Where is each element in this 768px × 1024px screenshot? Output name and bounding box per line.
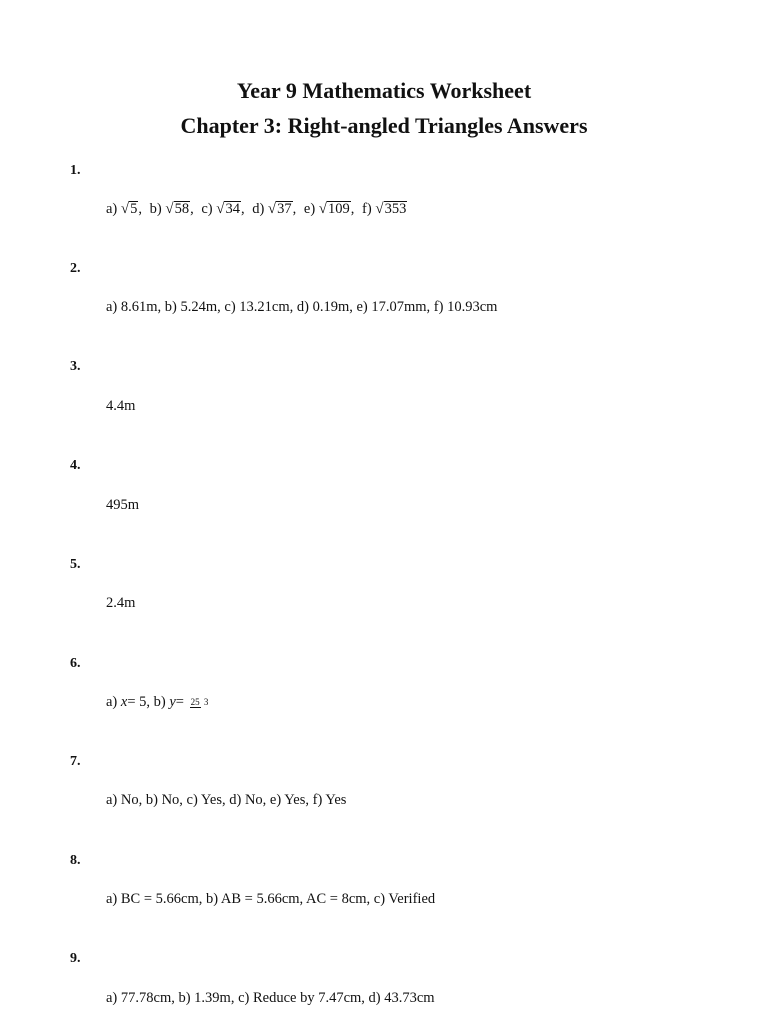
answer-1a-radicand: 5 [130, 201, 138, 217]
answer-1d-radicand: 37 [277, 201, 292, 217]
answer-1c-radicand: 34 [225, 201, 240, 217]
question-number-9: 9. [70, 951, 81, 966]
answer-7: a) No, b) No, c) Yes, d) No, e) Yes, f) Yes [106, 792, 347, 808]
question-number-2: 2. [70, 261, 81, 276]
worksheet-subtitle: Chapter 3: Right-angled Triangles Answers [180, 113, 588, 138]
fraction-denominator: 3 [203, 696, 209, 707]
variable-y: y [169, 694, 176, 710]
question-number-4: 4. [70, 458, 81, 473]
sqrt-expression: √37 [267, 201, 292, 217]
answer-4: 495m [106, 497, 140, 513]
answer-1e-radicand: 109 [328, 201, 350, 217]
answer-5: 2.4m [106, 595, 136, 611]
answer-6 [106, 692, 209, 712]
fraction-numerator: 25 [190, 696, 200, 707]
question-number-6: 6. [70, 656, 81, 671]
answer-1b-label: b) [149, 201, 162, 217]
answer-1b-radicand: 58 [174, 201, 190, 217]
variable-x: x [120, 694, 128, 710]
answer-6a-label: a) [106, 694, 118, 710]
answer-1f-radicand: 353 [384, 201, 407, 217]
answer-6a-value: = 5, [127, 694, 151, 710]
answer-6b-equals: = [175, 694, 184, 710]
answer-2: a) 8.61m, b) 5.24m, c) 13.21cm, d) 0.19m, e) 17.07mm, f) 10.93cm [106, 299, 498, 315]
question-number-7: 7. [70, 754, 81, 769]
answer-6b-label: b) [153, 694, 166, 710]
answer-3: 4.4m [106, 398, 136, 414]
sqrt-expression: √5 [120, 201, 138, 217]
answer-1c-label: c) [201, 201, 213, 217]
worksheet-title: Year 9 Mathematics Worksheet [236, 78, 532, 103]
fraction [190, 698, 210, 708]
sqrt-expression: √353 [375, 201, 407, 217]
answer-8: a) BC = 5.66cm, b) AB = 5.66cm, AC = 8cm, c) Verified [106, 891, 436, 907]
answer-1d-label: d) [252, 201, 265, 217]
sqrt-expression: √109 [318, 201, 350, 217]
answer-1e-label: e) [303, 201, 316, 217]
question-number-3: 3. [70, 359, 81, 374]
answer-1: a) √5, b) √58, c) √34, d) √37, e) √109, f) √353 [106, 201, 407, 217]
question-number-1: 1. [70, 163, 81, 178]
answer-1a-label: a) [106, 201, 118, 217]
question-number-8: 8. [70, 853, 81, 868]
question-number-5: 5. [70, 557, 81, 572]
answer-9: a) 77.78cm, b) 1.39m, c) Reduce by 7.47cm, d) 43.73cm [106, 990, 435, 1006]
sqrt-expression: √58 [165, 201, 190, 217]
answer-1f-label: f) [362, 201, 372, 217]
sqrt-expression: √34 [216, 201, 240, 217]
